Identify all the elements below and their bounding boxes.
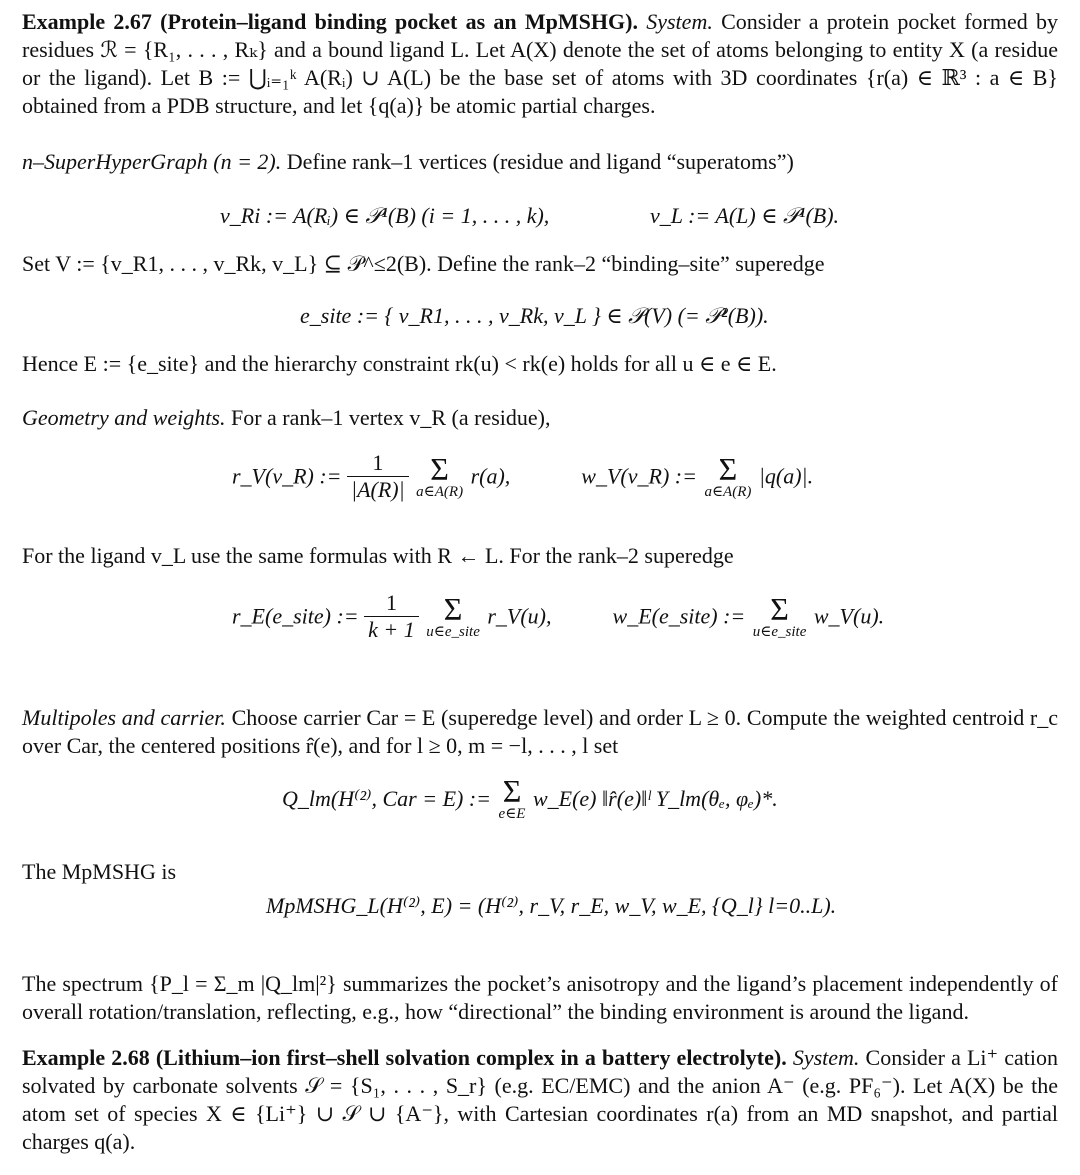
eq-rv-wv [232, 450, 813, 530]
example-268-system-label: System. [792, 1045, 860, 1070]
system-label: System. [646, 9, 713, 34]
eq-re-denominator: k + 1 [368, 617, 415, 642]
nshg-text: Define rank–1 vertices (residue and ligand “superatoms”) [286, 149, 794, 174]
example-title: (Protein–ligand binding pocket as an MpMSHG). [160, 9, 638, 34]
eq-we-body: w_V(u). [813, 603, 885, 629]
eq-re-numerator: 1 [364, 590, 419, 617]
eq-wv-body: |q(a)|. [758, 463, 814, 489]
example-268-title: (Lithium–ion first–shell solvation complex in a battery electrolyte). [155, 1045, 787, 1070]
eq-re-sum: Σ u∈e_site [426, 590, 480, 640]
eq-re-body: r_V(u), [487, 603, 552, 629]
setV-paragraph: Set V := {v_R1, . . . , v_Rk, v_L} ⊆ 𝒫^≤2(B). Define the rank–2 “binding–site” superedge [22, 251, 825, 276]
hence-paragraph: Hence E := {e_site} and the hierarchy constraint rk(u) < rk(e) holds for all u ∈ e ∈ E. [22, 351, 777, 376]
multipoles-text: Choose carrier Car = E (superedge level) and order L ≥ 0. Compute the weighted centroid r_c over Car, the centered positions r̂(e), and for l ≥ 0, m = −l, . . . , l set [22, 705, 1058, 758]
eq-rv-numerator: 1 [347, 450, 409, 477]
example-heading: Example 2.67 [22, 9, 152, 34]
eq-rv-sum: Σ a∈A(R) [416, 450, 464, 500]
eq-vertices-1: v_Ri := A(Rᵢ) ∈ 𝒫¹(B) (i = 1, . . . , k), [220, 203, 550, 228]
eq-esite: e_site := { v_R1, . . . , v_Rk, v_L } ∈ 𝒫(V) (= 𝒫²(B)). [300, 303, 769, 328]
geometry-text: For a rank–1 vertex v_R (a residue), [230, 405, 551, 430]
eq-wv-sum-limits: a∈A(R) [704, 483, 752, 500]
eq-rv-lhs: r_V(v_R) := [232, 463, 342, 489]
multipoles-label: Multipoles and carrier. [22, 705, 226, 730]
eq-rv-sum-limits: a∈A(R) [416, 483, 464, 500]
spectrum-paragraph: The spectrum {P_l = Σ_m |Q_lm|²} summarizes the pocket’s anisotropy and the ligand’s placement independently of overall rotation/translation, reflecting, e.g., how “directional” the binding environment is around the ligand. [22, 971, 1058, 1024]
nshg-label: n–SuperHyperGraph (n = 2). [22, 149, 282, 174]
eq-rv-denominator: |A(R)| [351, 477, 405, 502]
geometry-label: Geometry and weights. [22, 405, 226, 430]
eq-re-lhs: r_E(e_site) := [232, 603, 359, 629]
eq-rv-fraction [347, 450, 409, 503]
example-267-intro [22, 8, 1058, 120]
eq-wv-lhs: w_V(v_R) := [581, 463, 697, 489]
eq-q-lhs: Q_lm(H⁽²⁾, Car = E) := [282, 786, 492, 811]
eq-rv-body: r(a), [470, 463, 511, 489]
example-268-text: Consider a Li⁺ cation solvated by carbonate solvents 𝒮 = {S₁, . . . , S_r} (e.g. EC/EMC) and the anion A⁻ (e.g. PF₆⁻). Let A(X) be the atom set of species X ∈ {Li⁺} ∪ 𝒮 ∪ {A⁻}, with Cartesian coordinates r(a) from an MD snapshot, and partial charges q(a). [22, 1045, 1059, 1154]
eq-we-sum: Σ u∈e_site [752, 590, 807, 640]
example-268 [22, 1044, 1058, 1156]
eq-wv-sum: Σ a∈A(R) [704, 450, 752, 500]
intro-text: Consider a protein pocket formed by residues ℛ = {R₁, . . . , Rₖ} and a bound ligand L. Let A(X) denote the set of atoms belonging to entity X (a residue or the ligand). Let B := ⋃ᵢ₌₁ᵏ A(Rᵢ) ∪ A(L) be the base set of atoms with 3D coordinates {r(a) ∈ ℝ³ : a ∈ B} obtained from a PDB structure, and let {q(a)} be atomic partial charges. [22, 9, 1059, 118]
eq-re-fraction [364, 590, 419, 643]
example-268-heading: Example 2.68 [22, 1045, 150, 1070]
mpmshg-label: The MpMSHG is [22, 859, 177, 884]
eq-we-sum-limits: u∈e_site [752, 623, 807, 640]
eq-re-we [232, 590, 884, 670]
eq-q-body: w_E(e) ‖r̂(e)‖ˡ Y_lm(θₑ, φₑ)*. [532, 786, 778, 811]
eq-q-sum-limits: e∈E [498, 806, 526, 822]
geometry-paragraph [22, 404, 1058, 432]
eq-q-sum: Σ e∈E [498, 773, 526, 822]
eq-vertices-2: v_L := A(L) ∈ 𝒫¹(B). [650, 203, 840, 228]
eq-mpmshg: MpMSHG_L(H⁽²⁾, E) = (H⁽²⁾, r_V, r_E, w_V, w_E, {Q_l} l=0..L). [266, 893, 837, 918]
ligand-paragraph: For the ligand v_L use the same formulas with R ← L. For the rank–2 superedge [22, 543, 734, 568]
nshg-paragraph [22, 148, 1058, 176]
multipoles-paragraph [22, 704, 1058, 760]
eq-q [282, 773, 778, 836]
eq-we-lhs: w_E(e_site) := [612, 603, 746, 629]
eq-re-sum-limits: u∈e_site [426, 623, 480, 640]
